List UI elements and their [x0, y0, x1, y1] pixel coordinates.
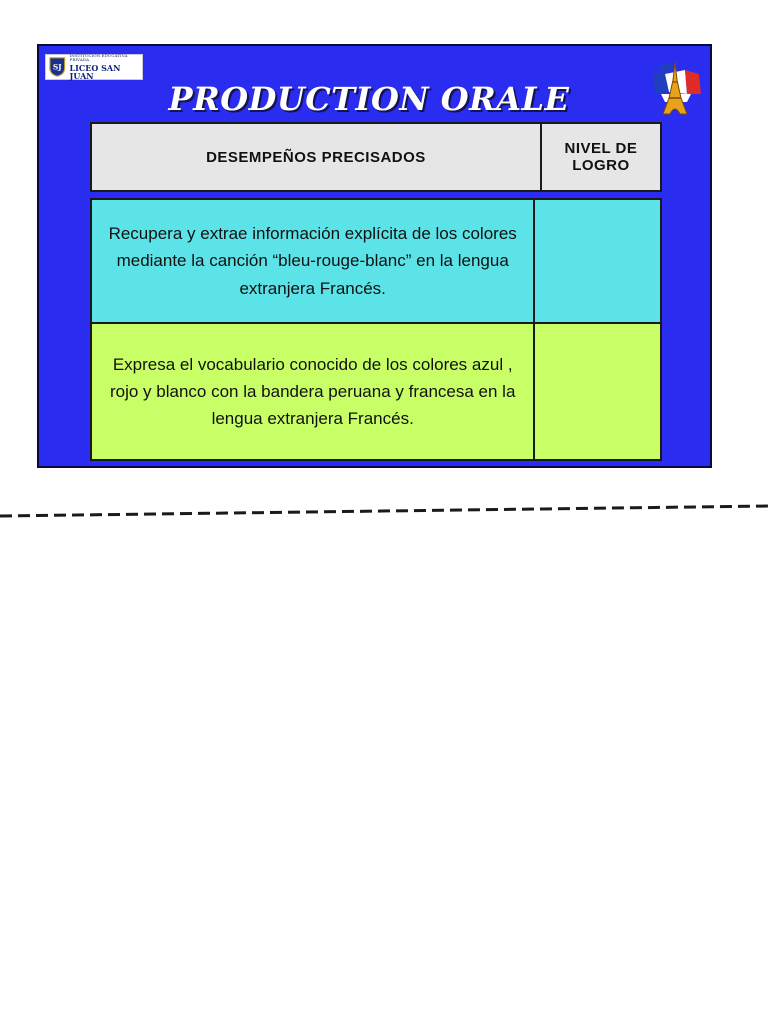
nivel-cell[interactable]	[534, 199, 661, 323]
logo-name: LICEO SAN JUAN	[69, 63, 121, 81]
performance-text: Recupera y extrae información explícita de los colores mediante la canción “bleu-rouge-blanc” en la lengua extranjera Francés.	[91, 199, 534, 323]
header-desempenos: DESEMPEÑOS PRECISADOS	[91, 123, 541, 191]
performance-table	[90, 198, 662, 461]
svg-text:SJ: SJ	[52, 62, 62, 72]
header-nivel-de-logro: NIVEL DE LOGRO	[541, 123, 661, 191]
table-row	[91, 323, 661, 460]
header-table	[90, 122, 662, 192]
logo-subtitle: INSTITUCIÓN EDUCATIVA PRIVADA	[69, 53, 128, 62]
school-logo	[45, 54, 143, 80]
performance-text: Expresa el vocabulario conocido de los colores azul , rojo y blanco con la bandera peruana y francesa en la lengua extranjera Francés.	[91, 323, 534, 460]
school-crest-icon	[49, 56, 66, 78]
cut-line	[0, 494, 768, 526]
activity-card	[37, 44, 712, 468]
page-title: PRODUCTION ORALE	[168, 80, 570, 118]
eiffel-tower-icon	[647, 58, 703, 116]
table-row	[91, 199, 661, 323]
nivel-cell[interactable]	[534, 323, 661, 460]
